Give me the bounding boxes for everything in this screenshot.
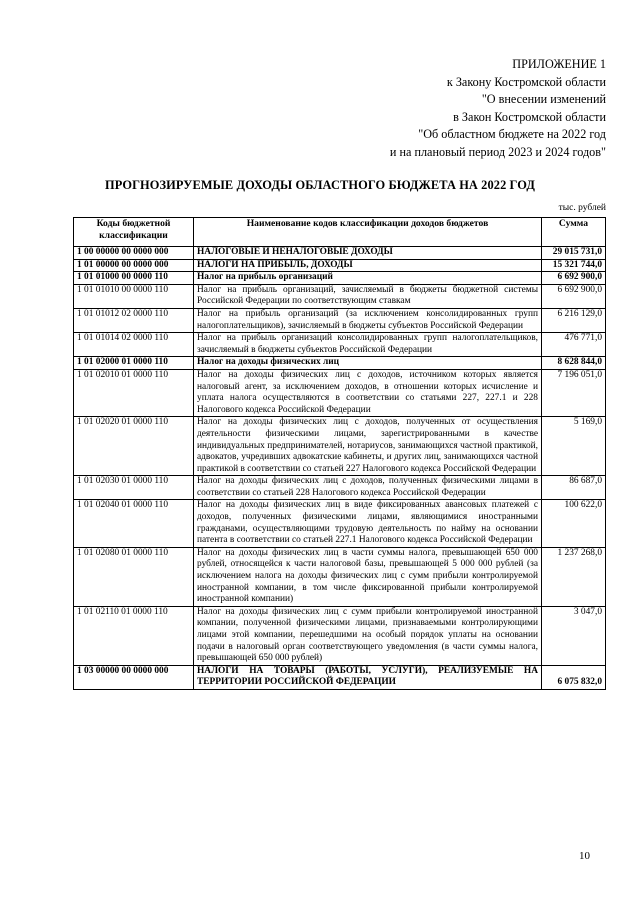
code-cell: 1 01 01014 02 0000 110 bbox=[74, 333, 194, 357]
sum-cell: 7 196 051,0 bbox=[542, 369, 606, 416]
appendix-line: в Закон Костромской области bbox=[453, 109, 606, 124]
name-cell: Налог на прибыль организаций, зачисляемый в бюджеты бюджетной системы Российской Федерации по соответствующим ставкам bbox=[194, 284, 542, 308]
code-cell: 1 01 02010 01 0000 110 bbox=[74, 369, 194, 416]
sum-cell: 1 237 268,0 bbox=[542, 547, 606, 606]
name-cell: НАЛОГИ НА ТОВАРЫ (РАБОТЫ, УСЛУГИ), РЕАЛИЗУЕМЫЕ НА ТЕРРИТОРИИ РОССИЙСКОЙ ФЕДЕРАЦИИ bbox=[194, 665, 542, 689]
table-row bbox=[74, 417, 606, 476]
table-row bbox=[74, 606, 606, 665]
sum-cell: 6 692 900,0 bbox=[542, 284, 606, 308]
sum-cell: 6 692 900,0 bbox=[542, 272, 606, 285]
table-row bbox=[74, 333, 606, 357]
table-row bbox=[74, 284, 606, 308]
code-cell: 1 03 00000 00 0000 000 bbox=[74, 665, 194, 689]
code-cell: 1 01 01012 02 0000 110 bbox=[74, 308, 194, 332]
sum-cell: 3 047,0 bbox=[542, 606, 606, 665]
appendix-line: к Закону Костромской области bbox=[446, 74, 606, 89]
appendix-line: "Об областном бюджете на 2022 год bbox=[418, 127, 606, 142]
column-header-codes: Коды бюджетной классификации bbox=[74, 218, 194, 247]
code-cell: 1 01 01000 00 0000 110 bbox=[74, 272, 194, 285]
code-cell: 1 01 02020 01 0000 110 bbox=[74, 417, 194, 476]
name-cell: НАЛОГИ НА ПРИБЫЛЬ, ДОХОДЫ bbox=[194, 259, 542, 272]
code-cell: 1 01 02040 01 0000 110 bbox=[74, 500, 194, 547]
appendix-header bbox=[286, 56, 606, 162]
name-cell: Налог на доходы физических лиц bbox=[194, 357, 542, 370]
appendix-line: и на плановый период 2023 и 2024 годов" bbox=[389, 144, 606, 159]
code-cell: 1 00 00000 00 0000 000 bbox=[74, 247, 194, 260]
table-row bbox=[74, 357, 606, 370]
name-cell: Налог на доходы физических лиц с доходов, полученных от осуществления деятельности физическими лицами, зарегистрированными в качестве индивидуальных предпринимателей, нотариусов, занимающихся частной практикой, адвокатов, учредивших адвокатские кабинеты, и других лиц, занимающихся частной практикой в соответствии со статьей 227 Налогового кодекса Российской Федерации bbox=[194, 417, 542, 476]
name-cell: Налог на прибыль организаций (за исключением консолидированных групп налогоплательщиков), зачисляемый в бюджеты субъектов Российской Федерации bbox=[194, 308, 542, 332]
name-cell: Налог на прибыль организаций консолидированных групп налогоплательщиков, зачисляемый в бюджеты субъектов Российской Федерации bbox=[194, 333, 542, 357]
name-cell: Налог на доходы физических лиц в виде фиксированных авансовых платежей с доходов, полученных физическими лицами, являющимися иностранными гражданами, осуществляющими трудовую деятельность по найму на основании патента в соответствии со статьей 227.1 Налогового кодекса Российской Федерации bbox=[194, 500, 542, 547]
table-row bbox=[74, 272, 606, 285]
appendix-line: ПРИЛОЖЕНИЕ 1 bbox=[512, 57, 606, 71]
code-cell: 1 01 00000 00 0000 000 bbox=[74, 259, 194, 272]
sum-cell: 100 622,0 bbox=[542, 500, 606, 547]
column-header-name: Наименование кодов классификации доходов бюджетов bbox=[194, 218, 542, 247]
code-cell: 1 01 02080 01 0000 110 bbox=[74, 547, 194, 606]
sum-cell: 15 321 744,0 bbox=[542, 259, 606, 272]
name-cell: Налог на доходы физических лиц в части суммы налога, превышающей 650 000 рублей, относящейся к части налоговой базы, превышающей 5 000 000 рублей (за исключением налога на доходы физических лиц с сумм прибыли контролируемой иностранной компании, в том числе фиксированной прибыли контролируемой иностранной компании) bbox=[194, 547, 542, 606]
table-row bbox=[74, 247, 606, 260]
column-header-sum: Сумма bbox=[542, 218, 606, 247]
name-cell: Налог на прибыль организаций bbox=[194, 272, 542, 285]
sum-cell: 5 169,0 bbox=[542, 417, 606, 476]
units-label: тыс. рублей bbox=[558, 203, 606, 213]
table-row bbox=[74, 259, 606, 272]
revenue-table bbox=[73, 217, 606, 690]
sum-cell: 86 687,0 bbox=[542, 476, 606, 500]
sum-cell: 8 628 844,0 bbox=[542, 357, 606, 370]
table-body bbox=[74, 247, 606, 690]
code-cell: 1 01 02000 01 0000 110 bbox=[74, 357, 194, 370]
page-number: 10 bbox=[579, 850, 590, 862]
table-row bbox=[74, 500, 606, 547]
sum-cell: 29 015 731,0 bbox=[542, 247, 606, 260]
table-header-row bbox=[74, 218, 606, 247]
table-row bbox=[74, 665, 606, 689]
sum-cell: 6 216 129,0 bbox=[542, 308, 606, 332]
name-cell: Налог на доходы физических лиц с доходов, источником которых является налоговый агент, за исключением доходов, в отношении которых исчисление и уплата налога осуществляются в соответствии со статьями 227, 227.1 и 228 Налогового кодекса Российской Федерации bbox=[194, 369, 542, 416]
table-row bbox=[74, 476, 606, 500]
code-cell: 1 01 02110 01 0000 110 bbox=[74, 606, 194, 665]
sum-cell: 6 075 832,0 bbox=[542, 665, 606, 689]
document-title: ПРОГНОЗИРУЕМЫЕ ДОХОДЫ ОБЛАСТНОГО БЮДЖЕТА НА 2022 ГОД bbox=[105, 178, 535, 192]
name-cell: Налог на доходы физических лиц с доходов, полученных физическими лицами в соответствии со статьей 228 Налогового кодекса Российской Федерации bbox=[194, 476, 542, 500]
code-cell: 1 01 01010 00 0000 110 bbox=[74, 284, 194, 308]
appendix-line: "О внесении изменений bbox=[481, 92, 606, 107]
code-cell: 1 01 02030 01 0000 110 bbox=[74, 476, 194, 500]
table-row bbox=[74, 369, 606, 416]
name-cell: Налог на доходы физических лиц с сумм прибыли контролируемой иностранной компании, полученной физическими лицами, признаваемыми контролирующими лицами этой компании, перешедшими на особый порядок уплаты на основании подачи в налоговый орган соответствующего уведомления (в части суммы налога, превышающей 650 000 рублей) bbox=[194, 606, 542, 665]
sum-cell: 476 771,0 bbox=[542, 333, 606, 357]
name-cell: НАЛОГОВЫЕ И НЕНАЛОГОВЫЕ ДОХОДЫ bbox=[194, 247, 542, 260]
table-row bbox=[74, 308, 606, 332]
table-row bbox=[74, 547, 606, 606]
